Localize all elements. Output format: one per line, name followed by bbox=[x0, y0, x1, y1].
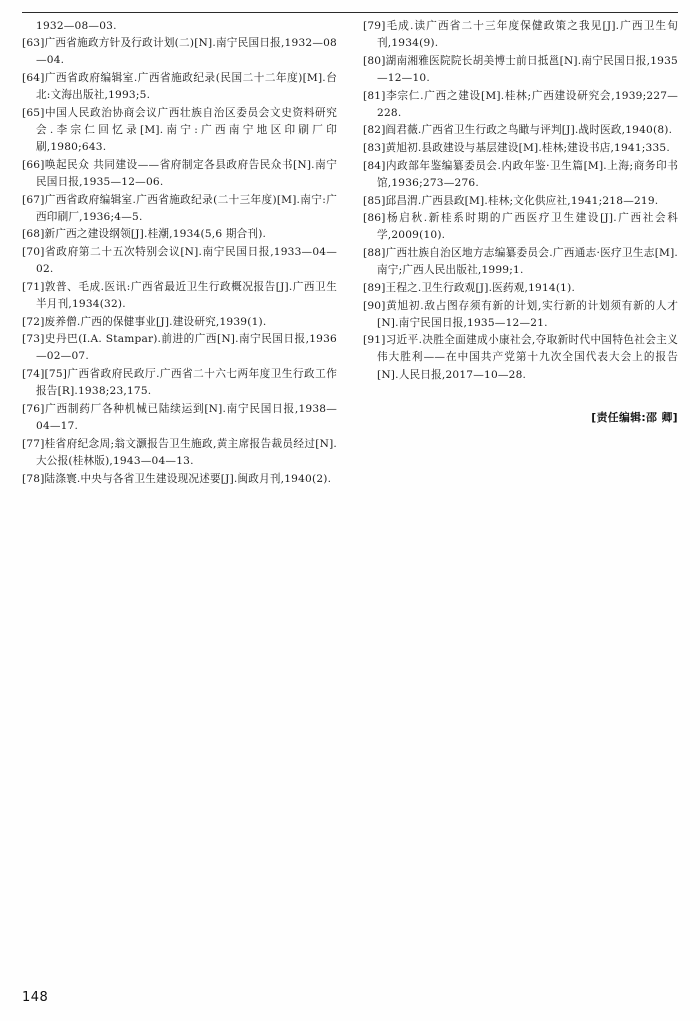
reference-entry bbox=[22, 35, 337, 69]
reference-text: [78]陆涤寰.中央与各省卫生建设现况述要[J].闽政月刊,1940(2). bbox=[22, 472, 332, 485]
reference-entry bbox=[22, 279, 337, 313]
reference-text: [91]习近平.决胜全面建成小康社会,夺取新时代中国特色社会主义伟大胜利——在中国共产党第十九次全国代表大会上的报告[N].人民日报,2017—10—28. bbox=[363, 334, 678, 381]
reference-text: [71]敦普、毛成.医讯:广西省最近卫生行政概况报告[J].广西卫生半月刊,1934(32). bbox=[22, 280, 337, 310]
reference-entry bbox=[363, 280, 678, 297]
reference-text: [81]李宗仁.广西之建设[M].桂林;广西建设研究会,1939;227—228. bbox=[363, 89, 678, 119]
responsible-editor-note: [责任编辑:邵 卿] bbox=[591, 410, 678, 424]
reference-text: [86]杨启秋.新桂系时期的广西医疗卫生建设[J].广西社会科学,2009(10). bbox=[363, 212, 678, 242]
reference-entry bbox=[363, 88, 678, 122]
reference-entry bbox=[22, 436, 337, 470]
reference-text: [82]阎君薇.广西省卫生行政之鸟瞰与评判[J].战时医政,1940(8). bbox=[363, 124, 673, 137]
reference-text: [76]广西制药厂各种机械已陆续运到[N].南宁民国日报,1938—04—17. bbox=[22, 402, 337, 433]
page-number: 148 bbox=[22, 990, 49, 1005]
reference-entry bbox=[22, 331, 337, 365]
reference-entry bbox=[363, 245, 678, 279]
reference-text: [83]黄旭初.县政建设与基层建设[M].桂林;建设书店,1941;335. bbox=[363, 142, 670, 155]
reference-entry bbox=[363, 53, 678, 87]
reference-entry bbox=[363, 193, 678, 210]
reference-text: [85]邱昌渭.广西县政[M].桂林;文化供应社,1941;218—219. bbox=[363, 194, 659, 207]
reference-text: [79]毛成.读广西省二十三年度保健政策之我见[J].广西卫生旬刊,1934(9). bbox=[363, 20, 678, 50]
reference-text: [74][75]广西省政府民政厅.广西省二十六七两年度卫生行政工作报告[R].1938;23,175. bbox=[22, 368, 337, 398]
reference-text: [73]史丹巴(I.A. Stampar).前进的广西[N].南宁民国日报,1936—02—07. bbox=[22, 333, 337, 363]
reference-text: [65]中国人民政治协商会议广西壮族自治区委员会文史资料研究会.李宗仁回忆录[M].南宁:广西南宁地区印刷厂印刷,1980;643. bbox=[22, 106, 337, 154]
reference-text: [72]废养僧.广西的保健事业[J].建设研究,1939(1). bbox=[22, 315, 267, 328]
reference-entry bbox=[22, 226, 337, 243]
reference-entry bbox=[363, 158, 678, 192]
reference-text: [70]省政府第二十五次特别会议[N].南宁民国日报,1933—04—02. bbox=[22, 246, 337, 276]
reference-entry bbox=[22, 401, 337, 435]
reference-text: [63]广西省施政方针及行政计划(二)[N].南宁民国日报,1932—08—04. bbox=[22, 37, 337, 67]
reference-entry bbox=[363, 298, 678, 332]
reference-text: [90]黄旭初.敌占图存须有新的计划,实行新的计划须有新的人才[N].南宁民国日报,1935—12—21. bbox=[363, 299, 678, 329]
top-rule bbox=[22, 12, 678, 13]
reference-entry bbox=[22, 70, 337, 104]
reference-entry bbox=[22, 157, 337, 191]
reference-text: [64]广西省政府编辑室.广西省施政纪录(民国二十二年度)[M].台北:文海出版社,1993;5. bbox=[22, 71, 337, 102]
reference-text: [84]内政部年鉴编纂委员会.内政年鉴·卫生篇[M].上海;商务印书馆,1936;273—276. bbox=[363, 159, 678, 189]
reference-text: [89]王程之.卫生行政观[J].医药观,1914(1). bbox=[363, 281, 576, 294]
reference-text: [77]桂省府纪念周;翁文灏报告卫生施政,黄主席报告裁员经过[N].大公报(桂林版),1943—04—13. bbox=[22, 437, 337, 467]
reference-entry bbox=[22, 314, 337, 331]
continuation-text: 1932—08—03. bbox=[36, 20, 117, 32]
reference-entry bbox=[363, 332, 678, 383]
reference-text: [67]广西省政府编辑室.广西省施政纪录(二十三年度)[M].南宁:广西印刷厂,1936;4—5. bbox=[22, 193, 337, 223]
reference-entry bbox=[363, 122, 678, 139]
reference-text: [88]广西壮族自治区地方志编纂委员会.广西通志·医疗卫生志[M].南宁;广西人民出版社,1999;1. bbox=[363, 247, 678, 277]
reference-text: [80]湖南湘雅医院院长胡美博士前日抵邕[N].南宁民国日报,1935—12—10. bbox=[363, 54, 678, 84]
two-column-layout bbox=[22, 18, 678, 488]
reference-entry bbox=[22, 105, 337, 156]
reference-entry bbox=[22, 471, 337, 488]
reference-entry bbox=[363, 18, 678, 52]
reference-entry bbox=[22, 192, 337, 226]
reference-text: [66]唤起民众 共同建设——省府制定各县政府告民众书[N].南宁民国日报,1935—12—06. bbox=[22, 158, 337, 188]
reference-text: [68]新广西之建设纲领[J].桂潮,1934(5,6 期合刊). bbox=[22, 228, 267, 241]
reference-entry bbox=[363, 140, 678, 157]
reference-entry bbox=[363, 210, 678, 244]
reference-entry bbox=[22, 244, 337, 278]
reference-entry bbox=[22, 366, 337, 400]
right-column bbox=[363, 18, 678, 425]
left-column bbox=[22, 18, 337, 488]
